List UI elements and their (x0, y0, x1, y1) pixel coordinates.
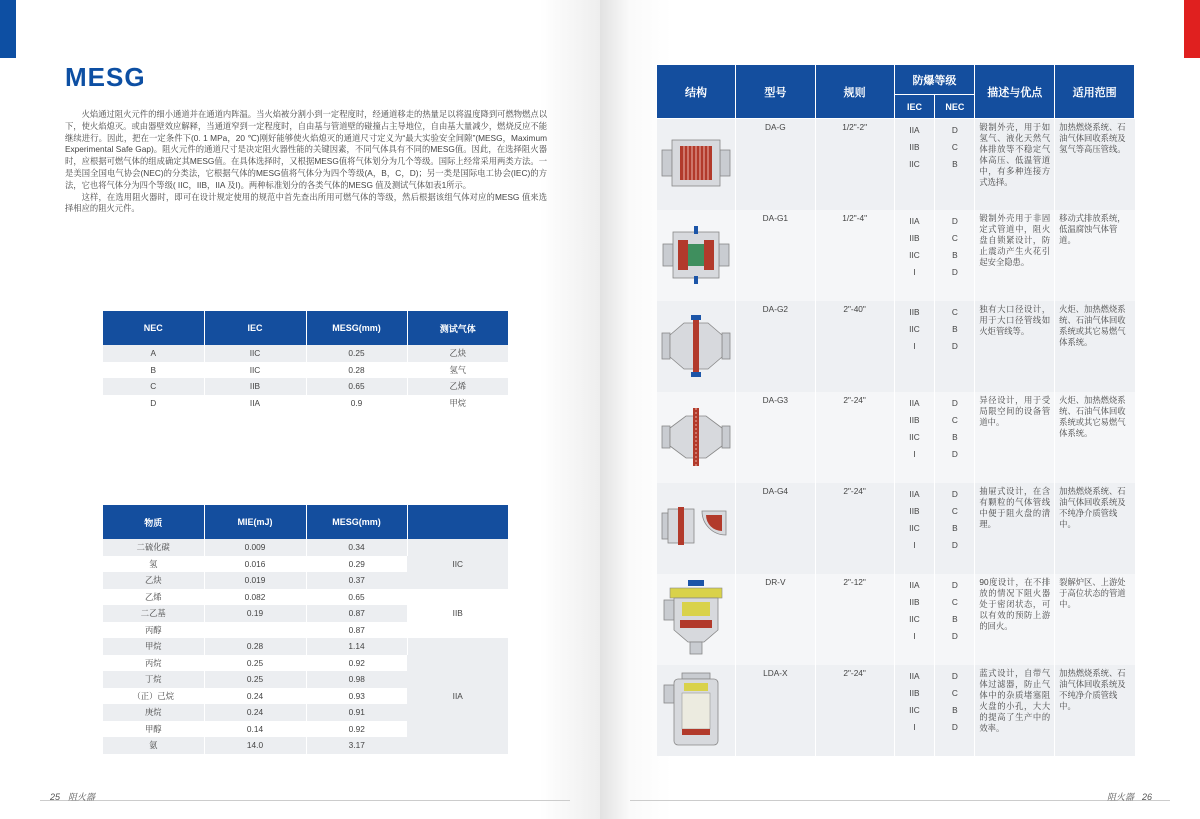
product-row (657, 574, 1135, 665)
product-image-da-g2 (657, 301, 736, 392)
header-iec: IEC (894, 95, 935, 119)
product-description: 蓝式设计，自带气体过滤器，防止气体中的杂质堵塞阻火盘的小孔，大大的提高了生产中的效率。 (975, 665, 1055, 756)
product-scope: 移动式排放系统，低温腐蚀气体管道。 (1055, 210, 1135, 301)
table-cell: 0.91 (306, 704, 407, 721)
nec-value: D (951, 125, 958, 135)
product-row (657, 210, 1135, 301)
nec-iec-table (103, 311, 508, 411)
nec-value: D (951, 488, 958, 499)
nec-value: D (951, 215, 958, 226)
nec-value: D (951, 579, 958, 590)
iec-value: I (913, 448, 916, 459)
nec-value: B (952, 249, 958, 260)
nec-value: D (951, 397, 958, 408)
product-description: 独有大口径设计，用于大口径管线如火炬管线等。 (975, 301, 1055, 392)
table-cell: 乙炔 (103, 572, 204, 589)
table-cell: 0.65 (306, 589, 407, 606)
table-cell: 丙醇 (103, 622, 204, 639)
product-scope: 加热燃烧系统、石油气体回收系统及氢气等高压管线。 (1055, 119, 1135, 210)
product-iec (894, 392, 935, 483)
nec-value: C (951, 142, 958, 152)
product-iec (894, 665, 935, 756)
nec-value: D (951, 630, 958, 641)
header-model: 型号 (735, 65, 815, 119)
table-row (103, 362, 508, 379)
nec-value: C (951, 687, 958, 698)
product-spec: 2"-40" (815, 301, 894, 392)
table-cell: 0.009 (204, 539, 306, 556)
iec-value: IIA (909, 397, 920, 408)
product-spec: 1/2"-4" (815, 210, 894, 301)
iec-value: IIB (909, 306, 920, 317)
table-cell: 0.19 (204, 605, 306, 622)
nec-value: C (951, 505, 958, 516)
product-row (657, 119, 1135, 210)
product-row (657, 483, 1135, 574)
table-cell: 0.34 (306, 539, 407, 556)
product-model: DA-G (735, 119, 815, 210)
product-image-da-g (657, 119, 736, 210)
table-cell: IIC (204, 345, 306, 362)
flame-arrester-image (660, 218, 732, 290)
table-cell: 1.14 (306, 638, 407, 655)
product-nec (935, 301, 975, 392)
product-scope: 火炬、加热燃烧系统、石油气体回收系统或其它易燃气体系统。 (1055, 392, 1135, 483)
product-iec (894, 301, 935, 392)
product-nec (935, 119, 975, 210)
table-cell: （正）己烷 (103, 688, 204, 705)
iec-value: IIB (909, 142, 920, 152)
table-row (103, 638, 508, 655)
footer-divider (40, 800, 570, 801)
nec-value: D (951, 266, 958, 277)
product-spec: 2"-24" (815, 483, 894, 574)
table-cell: C (103, 378, 204, 395)
product-image-da-g1 (657, 210, 736, 301)
product-spec: 1/2"-2" (815, 119, 894, 210)
table-cell: 0.37 (306, 572, 407, 589)
table-cell: 乙炔 (407, 345, 508, 362)
iec-value: IIA (909, 125, 920, 135)
table1-header-iec: IEC (204, 311, 306, 345)
table-cell: 0.29 (306, 556, 407, 573)
product-iec (894, 210, 935, 301)
product-model: DA-G1 (735, 210, 815, 301)
nec-value: B (952, 431, 958, 442)
table-cell: 0.87 (306, 622, 407, 639)
table-cell: 0.019 (204, 572, 306, 589)
table-cell: 0.082 (204, 589, 306, 606)
nec-value: C (951, 306, 958, 317)
intro-paragraph-1: 火焰通过阻火元件的细小通道并在通道内阵温。当火焰被分割小到一定程度时，经通道移走的热量足以将温度降到可燃物燃点以下，使火焰熄灭。或由器壁效应解释，当通道窄到一定程度时，自由基与管道壁的碰撞占主导地位，自由基大量减少，燃烧反应不能继续进行。因此，把在一定条件下(0. 1 MPa，20 ℃)刚好能够使火焰熄灭的通道尺寸定义为“最大实验安全间隙”(MESG，Maximum Experimental Safe Gap)。阻火元件的通道尺寸是决定阻火器性能的关键因素，不同气体具有不同的MESG值。因此，在选择阻火器时，应根据可燃气体的组成确定其MESG值。在具体选择时，又根据MESG值将气体划分为几个等级。国际上经常采用两类方法。一是美国全国电气协会(NEC)的分类法，它根据气体的MESG值将气体分为四个等级(A，B，C，D)；另一类是国际电工协会(IEC)的方法，它也将气体分为四个等级( IIC，IIB，IIA 及I)。两种标准划分的各类气体的MESG 值及测试气体如表1所示。 (65, 109, 547, 190)
table-cell: 二硫化碳 (103, 539, 204, 556)
table-cell: 丙烷 (103, 655, 204, 672)
table-cell: 乙烯 (407, 378, 508, 395)
table-row (103, 378, 508, 395)
iec-value: IIA (909, 488, 920, 499)
nec-value: B (952, 704, 958, 715)
table-cell: 庚烷 (103, 704, 204, 721)
nec-value: C (951, 596, 958, 607)
iec-value: I (913, 340, 916, 351)
table2-header-mie: MIE(mJ) (204, 505, 306, 539)
product-description: 锻制外壳，用于如氢气、液化天然气体排放等不稳定气体高压、低温管道中，有多种连接方式选择。 (975, 119, 1055, 210)
table2-header-group (407, 505, 508, 539)
table-cell: D (103, 395, 204, 412)
nec-value: B (952, 522, 958, 533)
iec-value: IIC (909, 613, 920, 624)
table-cell: 0.92 (306, 655, 407, 672)
nec-value: D (951, 670, 958, 681)
table-cell: 丁烷 (103, 671, 204, 688)
nec-value: C (951, 414, 958, 425)
flame-arrester-image (660, 309, 732, 381)
product-model: DA-G2 (735, 301, 815, 392)
product-nec (935, 210, 975, 301)
flame-arrester-image (660, 491, 732, 563)
flame-arrester-image (660, 578, 732, 658)
iec-value: I (913, 266, 916, 277)
header-structure: 结构 (657, 65, 736, 119)
substance-mesg-table (103, 505, 508, 754)
nec-value: B (952, 613, 958, 624)
product-model: DR-V (735, 574, 815, 665)
header-spec: 规则 (815, 65, 894, 119)
table-cell: IIB (204, 378, 306, 395)
iec-value: I (913, 539, 916, 550)
product-spec: 2"-24" (815, 392, 894, 483)
red-corner-tab (1184, 0, 1200, 58)
table-cell: 0.24 (204, 704, 306, 721)
iec-value: IIB (909, 505, 920, 516)
nec-value: D (951, 721, 958, 732)
flame-arrester-image (660, 669, 732, 749)
iec-value: IIC (909, 249, 920, 260)
product-scope: 加热燃烧系统、石油气体回收系统及不纯净介质管线中。 (1055, 483, 1135, 574)
table-cell: 甲烷 (407, 395, 508, 412)
table-cell: 氢 (103, 556, 204, 573)
table-cell: IIC (204, 362, 306, 379)
nec-value: B (952, 159, 958, 169)
header-scope: 适用范围 (1055, 65, 1135, 119)
footer (1107, 790, 1152, 803)
table-cell: 氢气 (407, 362, 508, 379)
table-cell: 3.17 (306, 737, 407, 754)
product-row (657, 392, 1135, 483)
flame-arrester-image (660, 400, 732, 472)
footer-label: 阻火器 (68, 792, 96, 802)
product-spec: 2"-24" (815, 665, 894, 756)
product-iec (894, 574, 935, 665)
table2-header-substance: 物质 (103, 505, 204, 539)
product-row (657, 301, 1135, 392)
table-cell: 甲醇 (103, 721, 204, 738)
product-description: 90度设计，在不排放的情况下阻火器处于密闭状态，可以有效的预防上游的回火。 (975, 574, 1055, 665)
table-cell: A (103, 345, 204, 362)
nec-value: D (951, 340, 958, 351)
table-cell: IIA (204, 395, 306, 412)
table-cell: 0.24 (204, 688, 306, 705)
table-cell: 0.14 (204, 721, 306, 738)
product-description: 异径设计，用于受局限空间的设备管道中。 (975, 392, 1055, 483)
group-cell-iib: IIB (407, 589, 508, 639)
header-explosion-grade: 防爆等级 (894, 65, 975, 95)
nec-value: D (951, 448, 958, 459)
table-cell (204, 622, 306, 639)
product-image-dr-v (657, 574, 736, 665)
table-cell: 0.9 (306, 395, 407, 412)
product-nec (935, 392, 975, 483)
iec-value: IIC (909, 704, 920, 715)
page-number: 26 (1141, 792, 1152, 802)
header-nec: NEC (935, 95, 975, 119)
nec-value: B (952, 323, 958, 334)
table-row (103, 395, 508, 412)
product-table (656, 64, 1135, 756)
table-cell: 0.87 (306, 605, 407, 622)
iec-value: I (913, 630, 916, 641)
table-cell: 乙烯 (103, 589, 204, 606)
product-nec (935, 483, 975, 574)
product-model: LDA-X (735, 665, 815, 756)
iec-value: I (913, 721, 916, 732)
product-description: 锻制外壳用于非固定式管道中，阻火盘自锁紧设计，防止震动产生火花引起安全隐患。 (975, 210, 1055, 301)
iec-value: IIB (909, 596, 920, 607)
iec-value: IIB (909, 414, 920, 425)
table-cell: 0.25 (204, 671, 306, 688)
iec-value: IIA (909, 670, 920, 681)
table-row (103, 589, 508, 606)
table-cell: 0.28 (306, 362, 407, 379)
nec-value: D (951, 539, 958, 550)
nec-value: C (951, 232, 958, 243)
product-nec (935, 665, 975, 756)
product-spec: 2"-12" (815, 574, 894, 665)
product-image-da-g4 (657, 483, 736, 574)
table-cell: 0.25 (204, 655, 306, 672)
table-cell: 氨 (103, 737, 204, 754)
page-number: 25 (50, 792, 61, 802)
table2-header-mesg: MESG(mm) (306, 505, 407, 539)
product-image-da-g3 (657, 392, 736, 483)
table-cell: 甲烷 (103, 638, 204, 655)
iec-value: IIB (909, 232, 920, 243)
footer (50, 790, 95, 803)
table-cell: 0.98 (306, 671, 407, 688)
table1-header-nec: NEC (103, 311, 204, 345)
product-scope: 加热燃烧系统、石油气体回收系统及不纯净介质管线中。 (1055, 665, 1135, 756)
iec-value: IIC (909, 431, 920, 442)
product-image-lda-x (657, 665, 736, 756)
table-cell: 二乙基 (103, 605, 204, 622)
table-cell: 0.016 (204, 556, 306, 573)
flame-arrester-image (660, 128, 732, 198)
group-cell-iic: IIC (407, 539, 508, 589)
table-row (103, 345, 508, 362)
blue-corner-tab (0, 0, 16, 58)
product-iec (894, 483, 935, 574)
iec-value: IIA (909, 579, 920, 590)
iec-value: IIC (909, 159, 920, 169)
iec-value: IIB (909, 687, 920, 698)
product-nec (935, 574, 975, 665)
product-model: DA-G3 (735, 392, 815, 483)
footer-label: 阻火器 (1106, 792, 1134, 802)
table-cell: 0.25 (306, 345, 407, 362)
iec-value: IIA (909, 215, 920, 226)
product-scope: 火炬、加热燃烧系统、石油气体回收系统或其它易燃气体系统。 (1055, 301, 1135, 392)
table-row (103, 539, 508, 556)
group-cell-iia: IIA (407, 638, 508, 754)
table-cell: B (103, 362, 204, 379)
header-description: 描述与优点 (975, 65, 1055, 119)
iec-value: IIC (909, 522, 920, 533)
table-cell: 0.28 (204, 638, 306, 655)
iec-value: IIC (909, 323, 920, 334)
product-iec (894, 119, 935, 210)
product-row (657, 665, 1135, 756)
table-cell: 14.0 (204, 737, 306, 754)
product-description: 抽屉式设计，在含有颗粒的气体管线中便于阻火盘的清理。 (975, 483, 1055, 574)
table-cell: 0.65 (306, 378, 407, 395)
table-cell: 0.92 (306, 721, 407, 738)
table1-header-mesg: MESG(mm) (306, 311, 407, 345)
footer-divider (630, 800, 1170, 801)
intro-text (65, 109, 547, 215)
product-model: DA-G4 (735, 483, 815, 574)
page-title: MESG (65, 62, 146, 92)
table-cell: 0.93 (306, 688, 407, 705)
product-scope: 裂解炉区、上游处于高位状态的管道中。 (1055, 574, 1135, 665)
intro-paragraph-2: 这样，在选用阻火器时，即可在设计规定使用的规范中首先查出所用可燃气体的等级，然后根据该组气体对应的MESG 值来选择相应的阻火元件。 (65, 191, 547, 214)
table1-header-gas: 测试气体 (407, 311, 508, 345)
